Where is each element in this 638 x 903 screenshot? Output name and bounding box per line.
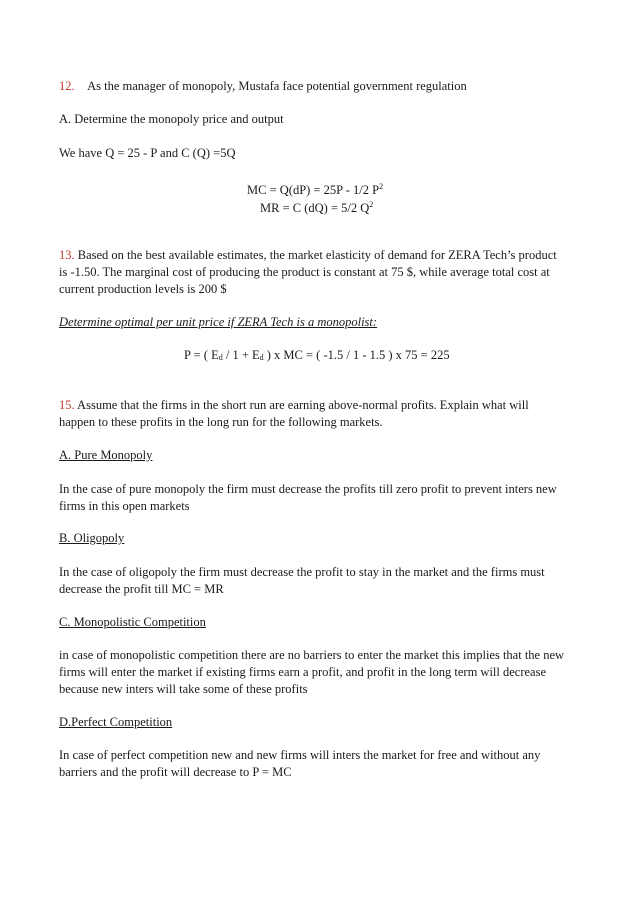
q13-heading: Determine optimal per unit price if ZERA Tech is a monopolist: — [59, 315, 378, 329]
q15-line-1-text: Assume that the firms in the short run are earning above-normal profits. Explain what will — [74, 398, 529, 412]
q15-b-line-2: decrease the profit till MC = MR — [59, 582, 224, 596]
q13-number: 13. — [59, 248, 75, 262]
q15-d-line-2: barriers and the profit will decrease to P = MC — [59, 765, 292, 779]
q15-c-heading: C. Monopolistic Competition — [59, 615, 206, 629]
q12-mr-equation — [260, 195, 373, 218]
q13-formula-sub-1: d — [218, 353, 223, 362]
q13-line-3: current production levels is 200 $ — [59, 282, 227, 296]
q12-mr-equation-text: MR = C (dQ) = 5/2 Q — [260, 201, 370, 215]
q15-c-line-1: in case of monopolistic competition there are no barriers to enter the market this implies that the new — [59, 648, 565, 662]
q12-mr-exponent: 2 — [369, 200, 374, 209]
q13-formula-part-3: ) x MC = ( -1.5 / 1 - 1.5 ) x 75 = 225 — [263, 348, 450, 362]
q15-line-2: happen to these profits in the long run for the following markets. — [59, 415, 383, 429]
q13-formula — [184, 345, 450, 368]
q15-c-line-3: because new inters will take some of these profits — [59, 682, 308, 696]
q12-given: We have Q = 25 - P and C (Q) =5Q — [59, 146, 236, 160]
q15-d-heading: D.Perfect Competition — [59, 715, 173, 729]
q12-title — [59, 76, 467, 96]
q15-number: 15. — [59, 398, 75, 412]
q15-b-line-1: In the case of oligopoly the firm must decrease the profit to stay in the market and the firms must — [59, 565, 545, 579]
q12-mc-equation-text: MC = Q(dP) = 25P - 1/2 P — [247, 183, 380, 197]
q12-text: As the manager of monopoly, Mustafa face potential government regulation — [87, 79, 467, 93]
q13-line-2: is -1.50. The marginal cost of producing the product is constant at 75 $, while average total cost at — [59, 265, 550, 279]
q12-part-a: A. Determine the monopoly price and output — [59, 112, 284, 126]
q15-a-heading: A. Pure Monopoly — [59, 448, 153, 462]
q15-a-line-1: In the case of pure monopoly the firm must decrease the profits till zero profit to prevent inters new — [59, 482, 557, 496]
q12-number: 12. — [59, 79, 75, 93]
q13-formula-part-1: P = ( E — [184, 348, 219, 362]
q15-b-heading: B. Oligopoly — [59, 531, 125, 545]
q13-formula-part-2: / 1 + E — [222, 348, 260, 362]
q12-mc-exponent: 2 — [379, 182, 384, 191]
q15-a-line-2: firms in this open markets — [59, 499, 190, 513]
q13-formula-sub-2: d — [259, 353, 264, 362]
q15-c-line-2: firms will enter the market if existing firms earn a profit, and profit in the long term will decrease — [59, 665, 546, 679]
q15-d-line-1: In case of perfect competition new and new firms will inters the market for free and without any — [59, 748, 541, 762]
q13-line-1-text: Based on the best available estimates, the market elasticity of demand for ZERA Tech’s product — [74, 248, 557, 262]
